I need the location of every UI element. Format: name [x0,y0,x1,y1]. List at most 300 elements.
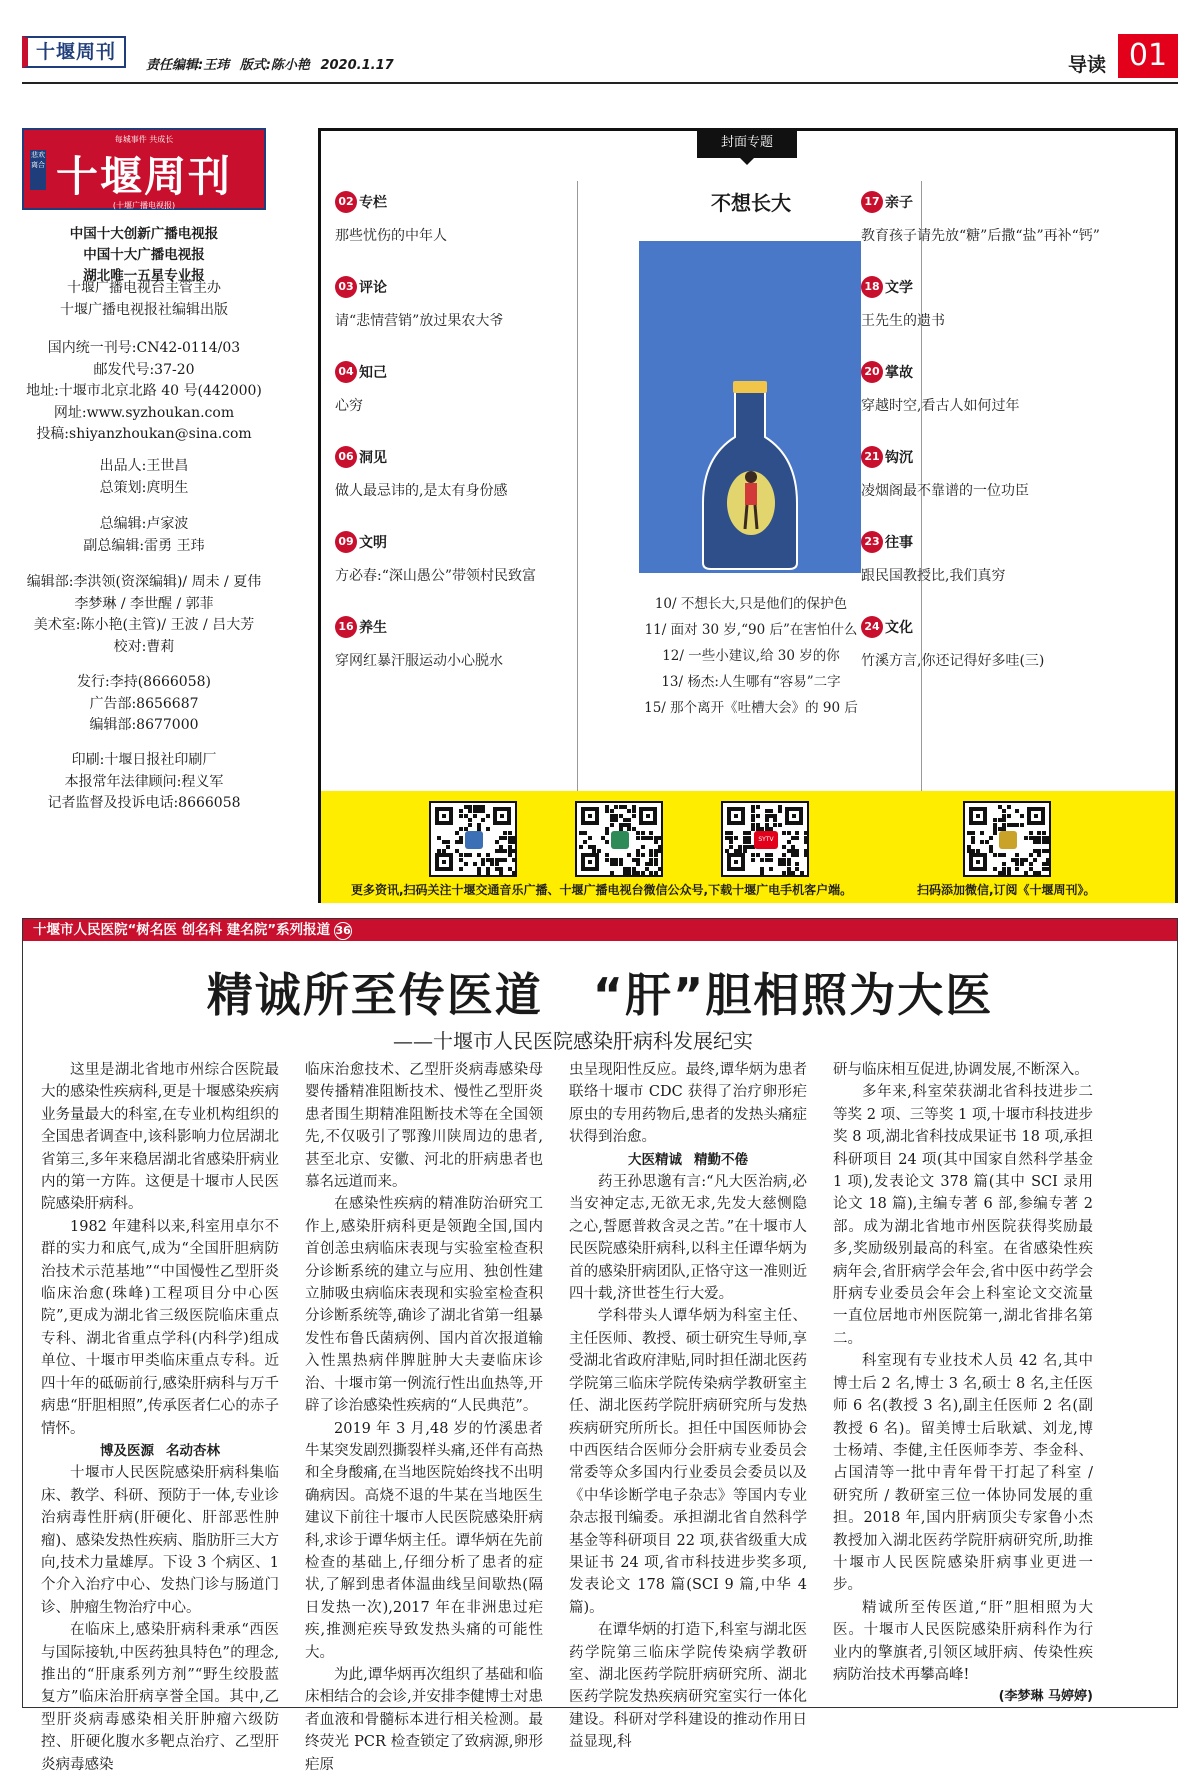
qr-module [459,809,463,813]
qr-module [499,845,503,849]
qr-module [495,867,499,871]
info-line: 邮发代号:37-20 [93,361,195,378]
qr-module [787,862,791,866]
slogan-line: 湖北唯一五星专业报 [83,268,205,284]
qr-code-icon[interactable] [721,801,809,877]
website-link[interactable]: 网址:www.syzhoukan.com [53,404,235,421]
qr-module [610,818,614,822]
qr-module [729,831,733,835]
qr-module [636,849,640,853]
qr-module [1007,814,1011,818]
qr-module [993,823,997,827]
qr-module [654,853,658,857]
subheading-part: 精勤不倦 [694,1151,748,1168]
page-number-circle: 16 [335,616,357,638]
qr-module [791,853,795,857]
qr-module [725,849,729,853]
qr-module [778,862,782,866]
toc-title: 做人最忌讳的,是太有身份感 [335,483,508,499]
qr-module [654,862,658,866]
masthead-title: 十堰周刊 [55,152,232,201]
qr-module [486,853,490,857]
qr-module [508,836,512,840]
page-number-circle: 18 [861,276,883,298]
qr-module [459,853,463,857]
qr-module [791,871,795,875]
qr-finder-pattern [727,853,745,871]
qr-module [971,840,975,844]
slogan-line: 中国十大广播电视报 [83,247,205,263]
paragraph: 多年来,科室荣获湖北省科技进步二等奖 2 项、三等奖 1 项,十堰市科技进步奖 8 项,湖北省科技成果证书 18 项,承担科研项目 24 项(其中国家自然科学基金 1 项),发表论文 378 篇(其中 SCI 录用论文 18 篇),主编专著 6 部,参编专著 2 部。成为湖北省地市州医院获得奖励最多,奖励级别最高的科室。在省感染性疾病年会,省肝病学会年会,省中医中药学会肝病专业委员会年会上科室论文交流量一直位居地市州医院第一,湖北省排名第二。 [833,1084,1093,1347]
qr-module [1046,862,1050,866]
series-number-badge: 36 [334,922,352,940]
paragraph: 在谭华炳的打造下,科室与湖北医药学院第三临床学院传染病学教研室、湖北医药学院肝病研究所、湖北医药学院发热疾病研究室实行一体化建设。科研对学科建设的推动作用日益显现,科 [569,1622,807,1751]
qr-module [610,809,614,813]
article-column [305,1059,543,1776]
qr-module [508,831,512,835]
qr-module [787,871,791,875]
qr-module [499,836,503,840]
qr-finder-pattern [493,807,511,825]
toc-item[interactable] [861,531,1161,585]
info-line: 十堰广播电视报社编辑出版 [60,301,228,318]
qr-module [1029,853,1033,857]
qr-module [734,849,738,853]
qr-module [1037,836,1041,840]
qr-module [508,849,512,853]
info-line: 出品人:王世昌 [99,458,189,474]
qr-module [1046,849,1050,853]
qr-module [605,805,609,809]
qr-module [782,853,786,857]
layout-credit: 版式:陈小艳 [239,58,310,73]
bottle-illustration [639,241,861,573]
qr-module [610,871,614,875]
qr-module [592,845,596,849]
info-line: 地址:十堰市北京北路 40 号(442000) [26,383,262,399]
feature-article-link[interactable]: 12/ 一些小建议,给 30 岁的你 [662,648,840,664]
qr-module [1002,818,1006,822]
qr-module [455,831,459,835]
toc-title: 请“悲情营销”放过果农大爷 [335,313,504,329]
qr-module [782,871,786,875]
paragraph: 在感染性疾病的精准防治研究工作上,感染肝病科更是领跑全国,国内首创恙虫病临床表现与实验室检查积分诊断系统的建立与应用、独创性建立肺吸虫病临床表现和实验室检查积分诊断系统等,确诊了湖北省第一组暴发性布鲁氏菌病例、国内首次报道输入性黑热病伴脾脏肿大夫妻临床诊治、十堰市第一例流行性出血热等,开辟了诊治感染性疾病的“人民典范”。 [305,1196,543,1415]
qr-module [795,867,799,871]
toc-section: 亲子 [885,195,913,211]
qr-module [743,831,747,835]
info-line: 广告部:8656687 [89,695,199,712]
qr-module [627,871,631,875]
qr-module [455,840,459,844]
qr-finder-pattern [435,807,453,825]
masthead-seal: 悲欢离合 [30,150,46,190]
qr-module [477,809,481,813]
qr-module [1042,849,1046,853]
qr-module [782,831,786,835]
qr-module [495,862,499,866]
qr-module [773,818,777,822]
toc-item[interactable] [861,361,1161,415]
toc-item[interactable] [335,446,595,500]
qr-module [1002,809,1006,813]
qr-module [632,867,636,871]
article-byline: (李梦琳 马婷婷) [998,1689,1093,1705]
qr-module [1029,836,1033,840]
qr-module [1020,862,1024,866]
qr-module [1002,823,1006,827]
qr-module [490,858,494,862]
qr-module [636,862,640,866]
qr-code-icon[interactable] [963,801,1051,877]
qr-module [1029,867,1033,871]
qr-finder-pattern [785,807,803,825]
qr-module [605,858,609,862]
page-number-circle: 17 [861,191,883,213]
toc-section: 专栏 [359,195,387,211]
page-number-circle: 04 [335,361,357,383]
qr-module [649,858,653,862]
header-rule [22,82,1178,84]
toc-title: 心穷 [335,398,363,414]
paragraph: 药王孙思邈有言:“凡大医治病,必当安神定志,无欲无求,先发大慈恻隐之心,誓愿普救含灵之苦。”在十堰市人民医院感染肝病科,以科主任谭华炳为首的感染肝病团队,正恪守这一准则近四十载,济世苍生行大爱。 [569,1174,807,1303]
article-column [41,1059,279,1776]
qr-module [751,858,755,862]
paragraph: 在临床上,感染肝病科秉承“西医与国际接轨,中医药独具特色”的理念,推出的“肝康系列方剂”“野生绞股蓝复方”临床治肝病享誉全国。其中,乙型肝炎病毒感染相关肝肿瘤六级防控、肝硬化腹水多靶点治疗、乙型肝炎病毒感染 [41,1622,279,1773]
qr-module [473,805,477,809]
toc-item[interactable] [861,276,1161,330]
toc-item[interactable] [335,361,595,415]
qr-module [495,858,499,862]
qr-module [1007,871,1011,875]
qr-module [512,871,516,875]
qr-module [636,836,640,840]
qr-module [490,862,494,866]
qr-module [481,809,485,813]
qr-module [632,827,636,831]
info-line: 本报常年法律顾问:程义军 [64,773,224,790]
header-logo: 十堰周刊 [22,36,126,68]
info-line: 编辑部:8677000 [89,717,199,733]
qr-module [769,853,773,857]
toc-title: 竹溪方言,你还记得好多哇(三) [861,653,1045,669]
paragraph: 虫呈现阳性反应。最终,谭华炳为患者联络十堰市 CDC 获得了治疗卵形疟原虫的专用药物后,患者的发热头痛症状得到治愈。 [569,1062,807,1146]
toc-item[interactable] [335,531,595,585]
qr-module [645,836,649,840]
qr-module [468,853,472,857]
qr-module [756,814,760,818]
qr-module [610,823,614,827]
qr-module [649,853,653,857]
toc-item[interactable] [861,191,1161,245]
qr-module [636,871,640,875]
toc-item[interactable] [335,276,595,330]
qr-module [641,871,645,875]
qr-module [508,840,512,844]
qr-module [446,845,450,849]
cover-topic-tab: 封面专题 [697,128,797,158]
feature-article-link[interactable]: 15/ 那个离开《吐槽大会》的 90 后 [644,700,858,716]
qr-module [1024,858,1028,862]
page-header [0,0,1200,90]
qr-module [773,823,777,827]
qr-module [503,849,507,853]
feature-article-link[interactable]: 10/ 不想长大,只是他们的保护色 [654,596,848,612]
qr-module [1015,809,1019,813]
qr-module [649,871,653,875]
qr-module [481,858,485,862]
toc-item[interactable] [861,616,1161,670]
qr-module [989,849,993,853]
qr-module [1042,831,1046,835]
section-label: 导读 [1068,54,1107,76]
toc-section: 养生 [359,620,387,636]
qr-module [1046,840,1050,844]
qr-module [579,845,583,849]
qr-module [1037,831,1041,835]
feature-article [22,918,1178,1773]
qr-module [459,814,463,818]
qr-module [619,823,623,827]
qr-module [473,862,477,866]
qr-module [512,858,516,862]
qr-module [989,836,993,840]
qr-module [1015,862,1019,866]
wechat-account-logo-icon [611,831,629,849]
qr-module [605,827,609,831]
qr-module [459,836,463,840]
qr-module [1015,823,1019,827]
feature-article-link[interactable]: 11/ 面对 30 岁,“90 后”在害怕什么 [644,622,858,638]
qr-module [614,818,618,822]
qr-module [1002,814,1006,818]
subheading-part: 大医精诚 [628,1151,682,1168]
issue-date: 2020.1.17 [320,58,394,73]
page-number-circle: 20 [861,361,883,383]
qr-module [459,840,463,844]
toc-title: 凌烟阁最不靠谱的一位功臣 [861,483,1029,499]
qr-module [760,858,764,862]
qr-module [1033,858,1037,862]
article-column [569,1059,807,1754]
qr-module [787,831,791,835]
qr-module [446,840,450,844]
editor-credit: 责任编辑:王玮 [146,58,230,73]
qr-module [503,831,507,835]
qr-module [980,840,984,844]
qr-module [508,845,512,849]
qr-module [512,840,516,844]
qr-code-strip [321,791,1175,903]
qr-module [442,849,446,853]
qr-finder-pattern [727,807,745,825]
info-line: 记者监督及投诉电话:8666058 [47,795,241,811]
qr-caption: 扫码添加微信,订阅《十堰周刊》。 [917,883,1096,897]
qr-module [1037,840,1041,844]
qr-module [751,818,755,822]
qr-module [787,858,791,862]
feature-article-link[interactable]: 13/ 杨杰:人生哪有“容易”二字 [661,674,841,690]
qr-module [1042,867,1046,871]
info-line: 校对:曹莉 [113,638,175,655]
info-line: 副总编辑:雷勇 王玮 [83,537,205,554]
toc-section: 文化 [885,620,913,636]
paragraph: 为此,谭华炳再次组织了基础和临床相结合的会诊,并安排李健博士对患者血液和骨髓标本进行相关检测。最终荧光 PCR 检查锁定了致病源,卵形疟原 [305,1666,543,1773]
qr-module [508,867,512,871]
qr-module [614,805,618,809]
qr-module [499,858,503,862]
qr-module [623,823,627,827]
qr-module [649,849,653,853]
toc-item[interactable] [335,616,595,670]
toc-section: 知己 [359,365,387,381]
paragraph: 2019 年 3 月,48 岁的竹溪患者牛某突发剧烈撕裂样头痛,还伴有高热和全身酸痛,在当地医院始终找不出明确病因。高烧不退的牛某在当地医生建议下前往十堰市人民医院感染肝病科,求诊于谭华炳主任。谭华炳在先前检查的基础上,仔细分析了患者的症状,了解到患者体温曲线呈间歇热(隔日发热一次),2017 年在非洲患过疟疾,推测疟疾导致发热头痛的可能性大。 [305,1420,543,1661]
paragraph: 十堰市人民医院感染肝病科集临床、教学、科研、预防于一体,专业诊治病毒性肝病(肝硬化、肝部恶性肿瘤)、感染发热性疾病、脂肪肝三大方向,技术力量雄厚。下设 3 个病区、1 个介入治疗中心、发热门诊与肠道门诊、肿瘤生物治疗中心。 [41,1465,279,1616]
qr-finder-pattern [969,807,987,825]
masthead-subtitle: (十堰广播电视报) [112,201,176,210]
qr-module [1007,823,1011,827]
qr-module [1002,853,1006,857]
qr-module [641,831,645,835]
qr-module [468,809,472,813]
qr-module [765,823,769,827]
qr-module [751,814,755,818]
qr-module [769,814,773,818]
qr-module [998,805,1002,809]
qr-module [985,840,989,844]
header-meta [146,54,400,73]
info-line: 总编辑:卢家波 [99,516,189,532]
page-number-circle: 21 [861,446,883,468]
qr-module [623,871,627,875]
qr-module [512,836,516,840]
qr-module [734,836,738,840]
qr-module [632,809,636,813]
section-subheading [41,1440,279,1462]
qr-module [658,845,662,849]
qr-module [627,827,631,831]
qr-finder-pattern [581,807,599,825]
qr-module [481,805,485,809]
qr-module [468,823,472,827]
qr-module [486,814,490,818]
qr-module [477,805,481,809]
qr-module [782,862,786,866]
qr-module [751,805,755,809]
info-line: 编辑部:李洪领(资深编辑)/ 周未 / 夏伟 [26,574,262,590]
qr-module [645,862,649,866]
qr-module [464,862,468,866]
series-name: 十堰市人民医院“树名医 创名科 建名院”系列报道 [33,922,331,938]
qr-code-icon[interactable] [575,801,663,877]
toc-item[interactable] [335,191,595,245]
page-number-circle: 24 [861,616,883,638]
paragraph: 1982 年建科以来,科室用卓尔不群的实力和底气,成为“全国肝胆病防治技术示范基地”“中国慢性乙型肝炎临床治愈(珠峰)工程项目分中心医院”,更成为湖北省三级医院临床重点专科、湖北省重点学科(内科学)组成单位、十堰市甲类临床重点专科。近四十年的砥砺前行,感染肝病科与万千病患“肝胆相照”,传承医者仁心的赤子情怀。 [41,1218,279,1437]
feature-title: 不想长大 [711,191,791,215]
qr-module [1007,867,1011,871]
qr-module [778,823,782,827]
qr-module [1002,871,1006,875]
qr-module [579,831,583,835]
qr-module [477,823,481,827]
feature-illustration [639,241,861,573]
subheading-part: 名动杏林 [166,1442,220,1459]
qr-module [729,845,733,849]
series-banner [23,919,1177,941]
qr-module [804,849,808,853]
qr-module [610,814,614,818]
qr-module [989,845,993,849]
qr-module [636,858,640,862]
paragraph: 精诚所至传医道,“肝”胆相照为大医。十堰市人民医院感染肝病科作为行业内的擎旗者,引领区域肝病、传染性疾病防治技术再攀高峰! [833,1599,1093,1683]
qr-module [1042,840,1046,844]
qr-module [743,840,747,844]
qr-module [760,871,764,875]
qr-module [623,818,627,822]
toc-section: 文学 [885,280,913,296]
paragraph: 研与临床相互促进,协调发展,不断深入。 [833,1062,1089,1078]
qr-module [756,853,760,857]
info-line: 国内统一刊号:CN42-0114/03 [47,340,241,356]
email-link[interactable]: 投稿:shiyanzhoukan@sina.com [36,426,252,442]
qr-module [1011,823,1015,827]
qr-module [765,858,769,862]
qr-module [437,836,441,840]
qr-module [800,871,804,875]
toc-section: 评论 [359,280,387,296]
qr-module [993,831,997,835]
qr-finder-pattern [435,853,453,871]
qr-module [1007,805,1011,809]
toc-title: 王先生的遗书 [861,313,945,329]
qr-finder-pattern [639,807,657,825]
qr-module [804,840,808,844]
qr-module [971,836,975,840]
qr-code-icon[interactable] [429,801,517,877]
slogan-line: 中国十大创新广播电视报 [69,226,219,242]
qr-module [791,845,795,849]
qr-module [508,853,512,857]
qr-module [605,853,609,857]
staff-info [22,572,266,658]
qr-module [967,849,971,853]
qr-module [725,836,729,840]
qr-module [787,849,791,853]
article-column [833,1059,1093,1709]
qr-module [477,867,481,871]
qr-module [473,809,477,813]
toc-item[interactable] [861,446,1161,500]
qr-module [583,840,587,844]
qr-module [765,814,769,818]
qr-module [1042,836,1046,840]
headline-part: “肝”胆相照为大医 [592,968,994,1022]
qr-module [627,823,631,827]
qr-module [649,862,653,866]
qr-module [1029,862,1033,866]
qr-module [597,849,601,853]
toc-title: 穿越时空,看古人如何过年 [861,398,1020,414]
info-line: 美术室:陈小艳(主管)/ 王波 / 吕大芳 [33,617,255,633]
subheading-part: 博及医源 [100,1442,154,1459]
toc-title: 穿网红暴汗服运动小心脱水 [335,653,503,669]
qr-module [1002,867,1006,871]
qr-module [1037,849,1041,853]
toc-title: 方必春:“深山愚公”带领村民致富 [335,568,537,584]
qr-module [619,805,623,809]
cover-topics-box [318,128,1178,903]
toc-section: 文明 [359,535,387,551]
masthead-logo [22,128,266,210]
